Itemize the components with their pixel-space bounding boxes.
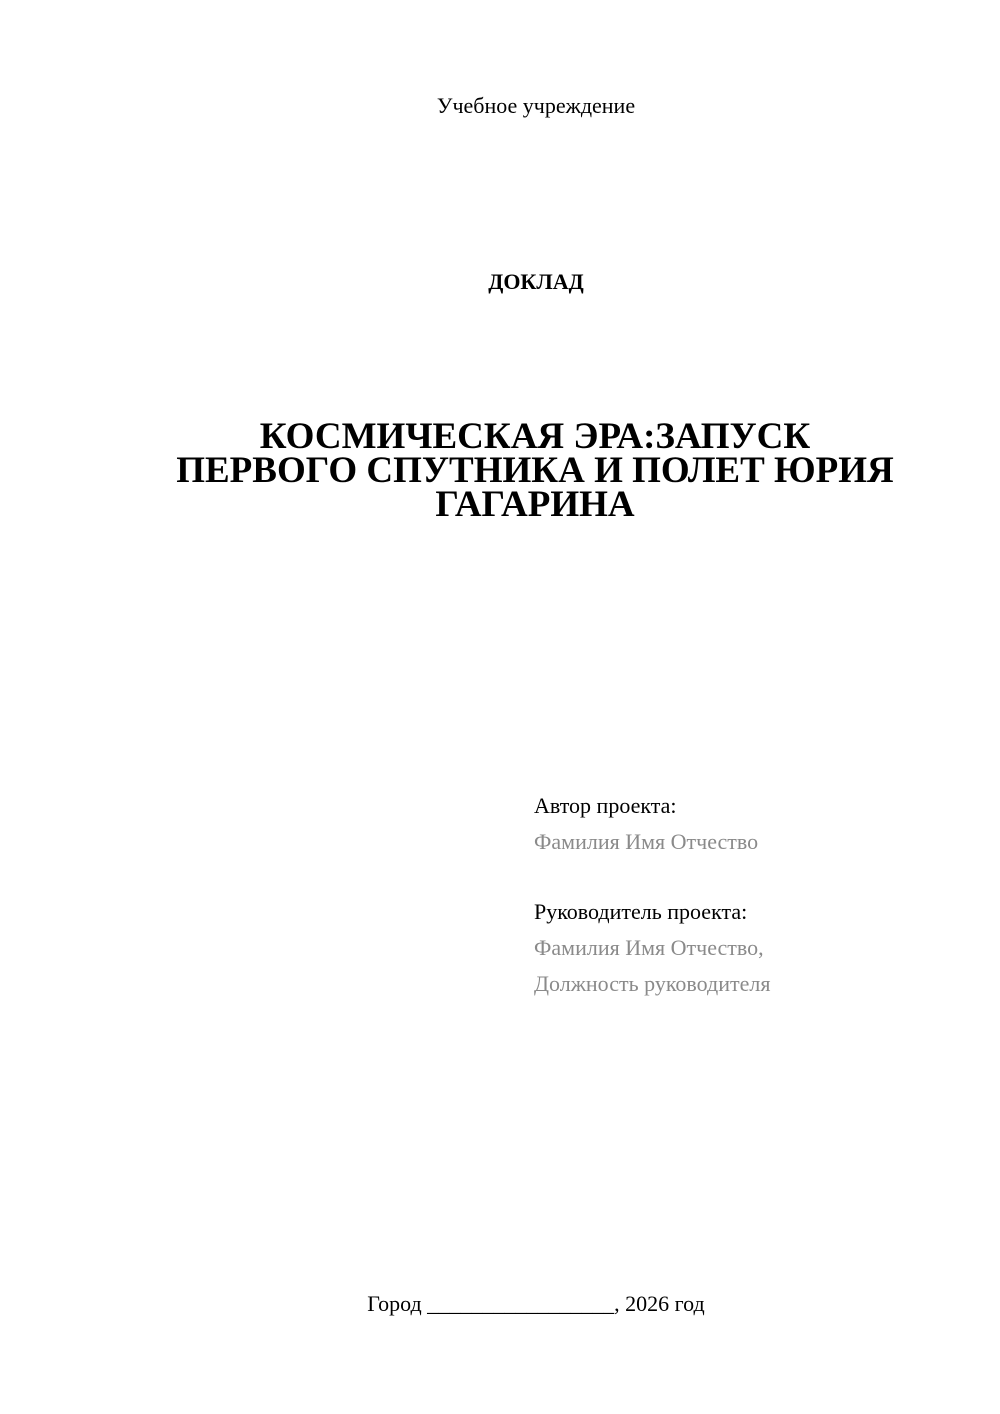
title-line-2: ПЕРВОГО СПУТНИКА И ПОЛЕТ ЮРИЯ bbox=[176, 450, 894, 491]
city-year-line: Город _________________, 2026 год bbox=[367, 1291, 705, 1316]
author-label: Автор проекта: bbox=[534, 793, 677, 818]
institution-name: Учебное учреждение bbox=[436, 93, 636, 118]
supervisor-position: Должность руководителя bbox=[534, 971, 771, 996]
document-type: ДОКЛАД bbox=[488, 269, 584, 294]
title-line-1: КОСМИЧЕСКАЯ ЭРА:ЗАПУСК bbox=[259, 416, 811, 457]
signature-block bbox=[534, 788, 974, 1002]
supervisor-name: Фамилия Имя Отчество, bbox=[534, 935, 764, 960]
author-name: Фамилия Имя Отчество bbox=[534, 829, 759, 854]
supervisor-label: Руководитель проекта: bbox=[534, 899, 748, 924]
report-title bbox=[120, 416, 950, 525]
title-line-3: ГАГАРИНА bbox=[435, 484, 635, 525]
signature-spacer bbox=[534, 860, 974, 894]
